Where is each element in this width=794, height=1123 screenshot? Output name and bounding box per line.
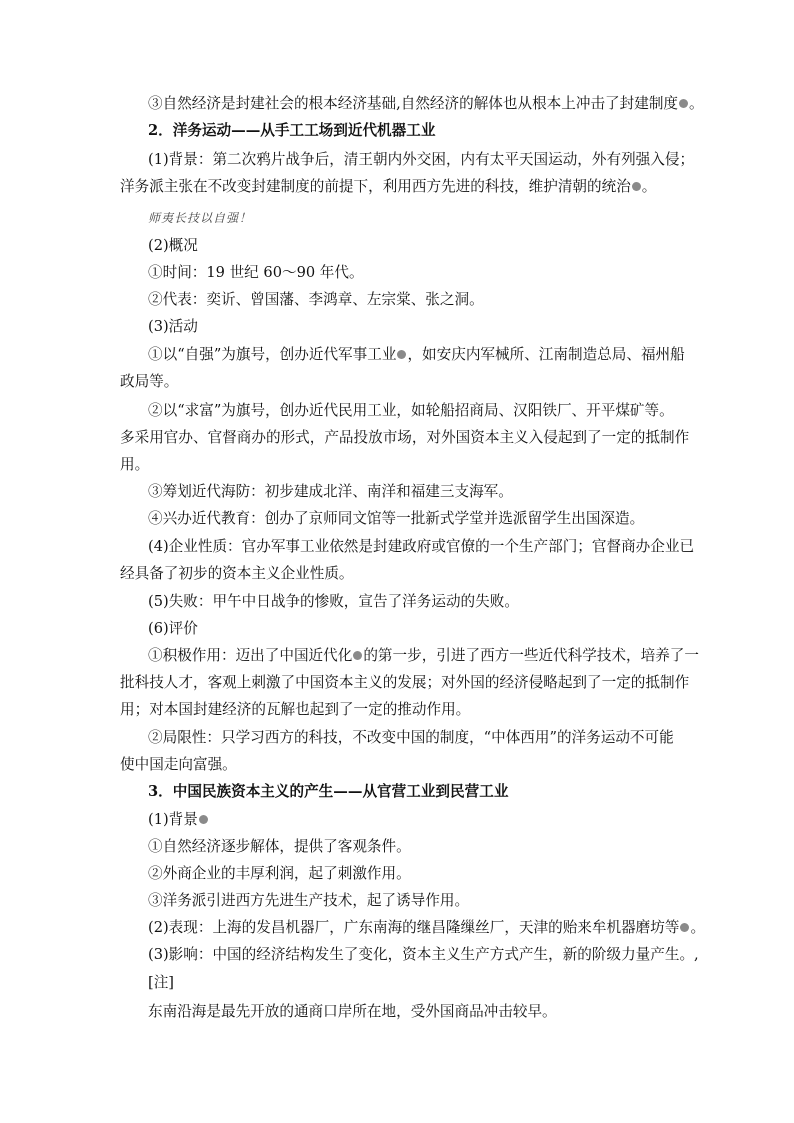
text-line: 用。 [120, 456, 150, 473]
text-line: (1)背景：第二次鸦片战争后，清王朝内外交困，内有太平天国运动，外有列强入侵； [148, 151, 695, 168]
note-label: [注] [148, 974, 174, 991]
line-text: 洋务派主张在不改变封建制度的前提下，利用西方先进的科技，维护清朝的统治 [120, 178, 631, 195]
text-line: ①时间：19 世纪 60～90 年代。 [148, 264, 364, 281]
line-text: (1)背景 [148, 811, 198, 828]
subheading: (2)概况 [148, 237, 198, 254]
text-line: 经具备了初步的资本主义企业性质。 [120, 565, 354, 582]
annotation-marker-icon [353, 651, 362, 660]
text-line: ③筹划近代海防：初步建成北洋、南洋和福建三支海军。 [148, 483, 513, 500]
line-text: ①以“自强”为旗号，创办近代军事工业 [148, 346, 397, 363]
subheading: (6)评价 [148, 620, 198, 637]
line-text: 。 [641, 178, 657, 195]
annotation-marker-icon [199, 815, 208, 824]
section-heading: 3．中国民族资本主义的产生——从官营工业到民营工业 [148, 783, 509, 800]
annotation-marker-icon [397, 350, 406, 359]
section-heading: 2．洋务运动——从手工工场到近代机器工业 [148, 122, 436, 139]
annotation-marker-icon [679, 99, 688, 108]
subheading [148, 810, 708, 830]
line-text: ③自然经济是封建社会的根本经济基础,自然经济的解体也从根本上冲击了封建制度 [148, 95, 679, 112]
line-text: 的第一步，引进了西方一些近代科学技术，培养了一 [363, 647, 699, 664]
line-text: ，如安庆内军械所、江南制造总局、福州船 [407, 346, 685, 363]
text-line: ③洋务派引进西方先进生产技术，起了诱导作用。 [148, 892, 470, 909]
line-text: 。 [689, 95, 704, 112]
text-line: 批科技人才，客观上刺激了中国资本主义的发展；对外国的经济侵略起到了一定的抵制作 [120, 674, 690, 691]
line-text: ①积极作用：迈出了中国近代化 [148, 647, 353, 664]
text-line: (3)影响：中国的经济结构发生了变化，资本主义生产方式产生，新的阶级力量产生。, [148, 946, 699, 963]
text-line [120, 177, 680, 197]
text-line [148, 646, 708, 666]
text-line [148, 918, 708, 938]
text-line [148, 94, 708, 114]
text-line: ②以“求富”为旗号，创办近代民用工业，如轮船招商局、汉阳铁厂、开平煤矿等。 [148, 402, 674, 419]
text-line: (5)失败：甲午中日战争的惨败，宣告了洋务运动的失败。 [148, 593, 519, 610]
text-line: ④兴办近代教育：创办了京师同文馆等一批新式学堂并选派留学生出国深造。 [148, 510, 645, 527]
text-line: (4)企业性质：官办军事工业依然是封建政府或官僚的一个生产部门；官督商办企业已 [148, 538, 695, 555]
text-line: ①自然经济逐步解体，提供了客观条件。 [148, 838, 411, 855]
text-line: 多采用官办、官督商办的形式，产品投放市场，对外国资本主义入侵起到了一定的抵制作 [120, 429, 690, 446]
text-line: ②局限性：只学习西方的科技，不改变中国的制度，“中体西用”的洋务运动不可能 [148, 729, 674, 746]
text-line: 政局等。 [120, 373, 179, 390]
line-text: 。 [690, 919, 706, 936]
annotation-marker-icon [680, 923, 689, 932]
note-text: 东南沿海是最先开放的通商口岸所在地，受外国商品冲击较早。 [148, 1003, 557, 1020]
line-text: (2)表现：上海的发昌机器厂，广东南海的继昌隆缫丝厂，天津的贻来牟机器磨坊等 [148, 919, 680, 936]
text-line: 使中国走向富强。 [120, 756, 237, 773]
text-line: ②代表：奕䜣、曾国藩、李鸿章、左宗棠、张之洞。 [148, 291, 484, 308]
annotation-marker-icon [632, 182, 641, 191]
subheading: (3)活动 [148, 318, 198, 335]
text-line: 用；对本国封建经济的瓦解也起到了一定的推动作用。 [120, 701, 471, 718]
text-line [148, 345, 708, 365]
handwritten-note: 师夷长技以自强！ [148, 211, 253, 225]
text-line: ②外商企业的丰厚利润，起了刺激作用。 [148, 865, 411, 882]
